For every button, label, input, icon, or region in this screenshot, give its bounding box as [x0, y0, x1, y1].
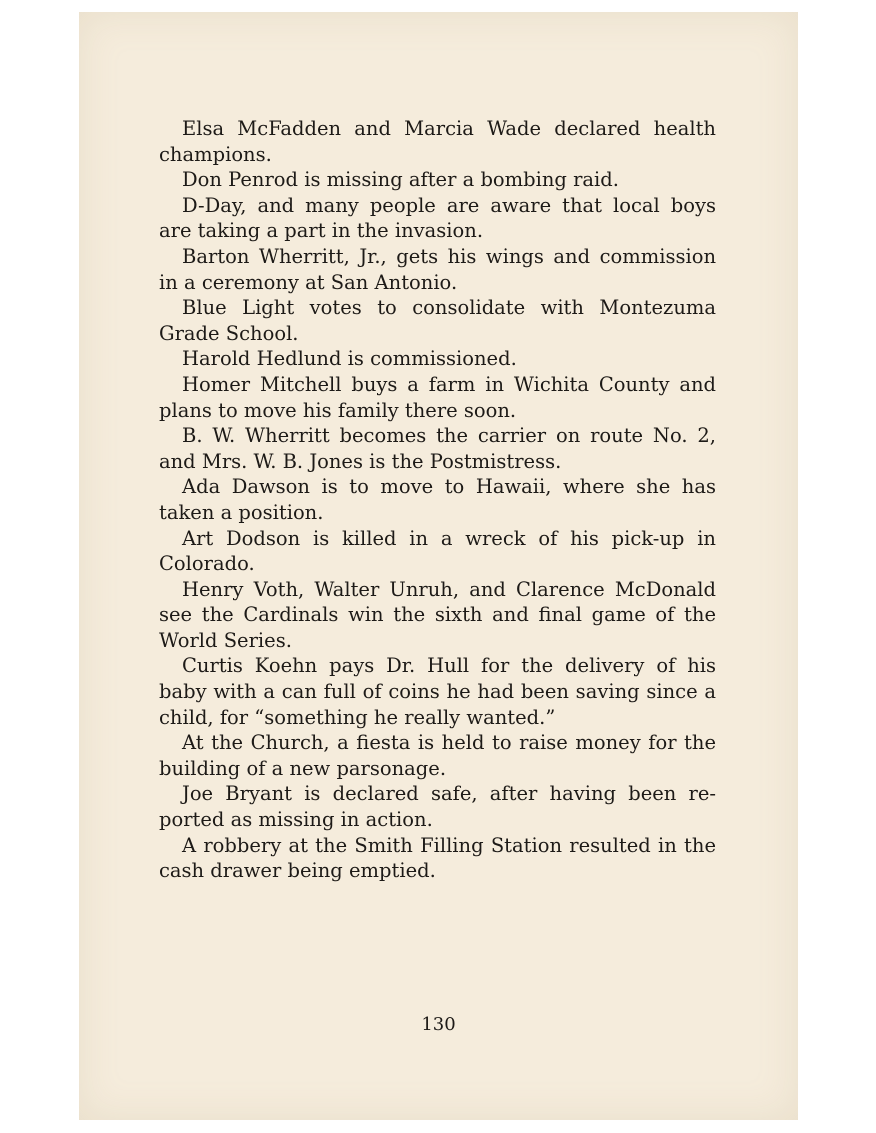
entry-paragraph: B. W. Wherritt becomes the carrier on route No. 2, and Mrs. W. B. Jones is the Postmistress.	[159, 424, 716, 473]
entry-paragraph: Henry Voth, Walter Unruh, and Clarence McDonald see the Cardinals win the sixth and final game of the World Series.	[159, 577, 716, 652]
page-body	[159, 116, 716, 884]
page-number: 130	[421, 1014, 456, 1035]
entry-paragraph: Ada Dawson is to move to Hawaii, where she has taken a position.	[159, 475, 716, 524]
entry-paragraph: Art Dodson is killed in a wreck of his pick-up in Colorado.	[159, 526, 716, 576]
entry-paragraph: Harold Hedlund is commissioned.	[182, 347, 517, 371]
entry-paragraph: Elsa McFadden and Marcia Wade declared health champions.	[159, 117, 716, 166]
entry-paragraph: Blue Light votes to consolidate with Montezuma Grade School.	[159, 296, 716, 345]
book-page	[79, 12, 798, 1120]
entry-paragraph: Homer Mitchell buys a farm in Wichita County and plans to move his family there soon.	[159, 372, 716, 422]
entry-paragraph: D-Day, and many people are aware that local boys are taking a part in the invasion.	[159, 193, 716, 243]
entry-paragraph: Barton Wherritt, Jr., gets his wings and commission in a ceremony at San Antonio.	[159, 244, 716, 294]
entry-paragraph: A robbery at the Smith Filling Station resulted in the cash drawer being emptied.	[159, 833, 716, 883]
entry-paragraph: At the Church, a fiesta is held to raise money for the building of a new parsonage.	[159, 731, 716, 780]
entry-paragraph: Joe Bryant is declared safe, after having been re-ported as missing in action.	[159, 782, 716, 832]
entry-paragraph: Don Penrod is missing after a bombing raid.	[182, 168, 619, 192]
entry-paragraph: Curtis Koehn pays Dr. Hull for the delivery of his baby with a can full of coins he had been saving since a child, for “something he really wanted.”	[159, 654, 716, 729]
